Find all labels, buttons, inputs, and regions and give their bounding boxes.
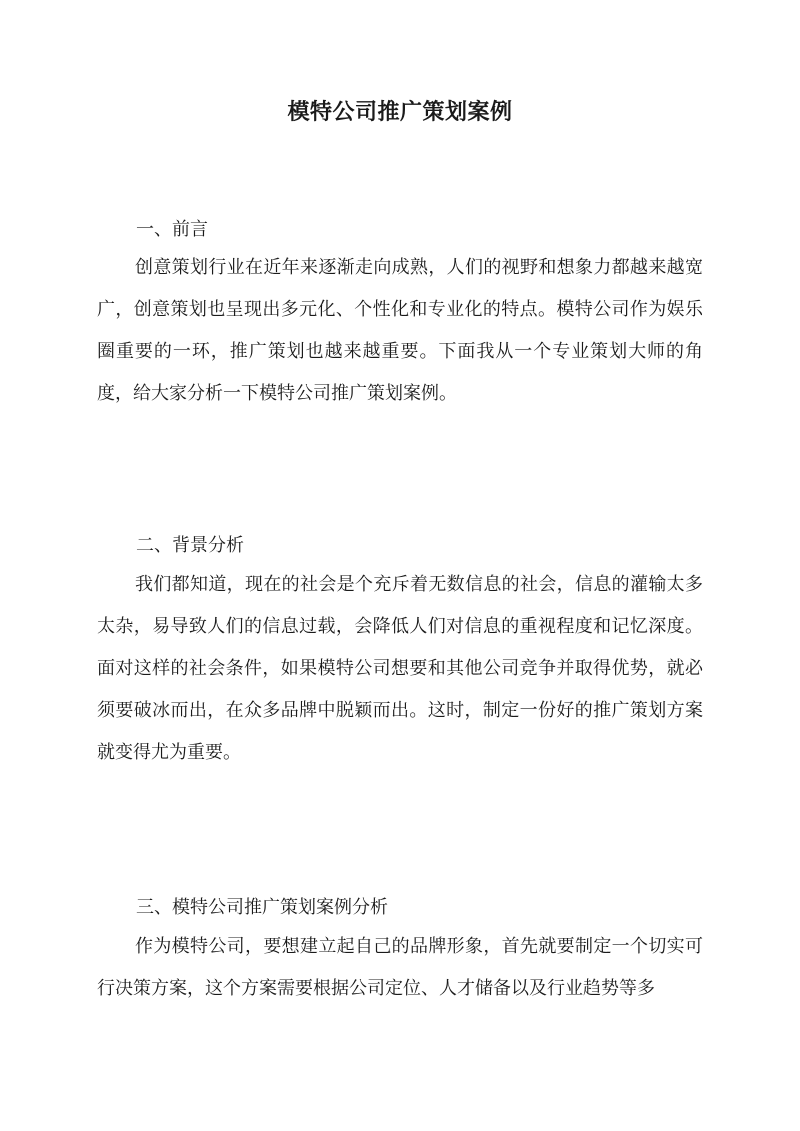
document-title: 模特公司推广策划案例: [287, 99, 513, 125]
section-heading-case-analysis: 三、模特公司推广策划案例分析: [136, 897, 388, 918]
section-paragraph-background: 我们都知道，现在的社会是个充斥着无数信息的社会，信息的灌输太多太杂，易导致人们的信息过载，会降低人们对信息的重视程度和记忆深度。面对这样的社会条件，如果模特公司想要和其他公司竞争并取得优势，就必须要破冰而出，在众多品牌中脱颖而出。这时，制定一份好的推广策划方案就变得尤为重要。: [97, 574, 703, 763]
section-paragraph-preface: 创意策划行业在近年来逐渐走向成熟，人们的视野和想象力都越来越宽广，创意策划也呈现出多元化、个性化和专业化的特点。模特公司作为娱乐圈重要的一环，推广策划也越来越重要。下面我从一个专业策划大师的角度，给大家分析一下模特公司推广策划案例。: [97, 257, 703, 404]
section-heading-background: 二、背景分析: [136, 535, 244, 556]
section-heading-preface: 一、前言: [136, 219, 208, 240]
section-paragraph-case-analysis: 作为模特公司，要想建立起自己的品牌形象，首先就要制定一个切实可行决策方案，这个方案需要根据公司定位、人才储备以及行业趋势等多: [97, 936, 703, 999]
